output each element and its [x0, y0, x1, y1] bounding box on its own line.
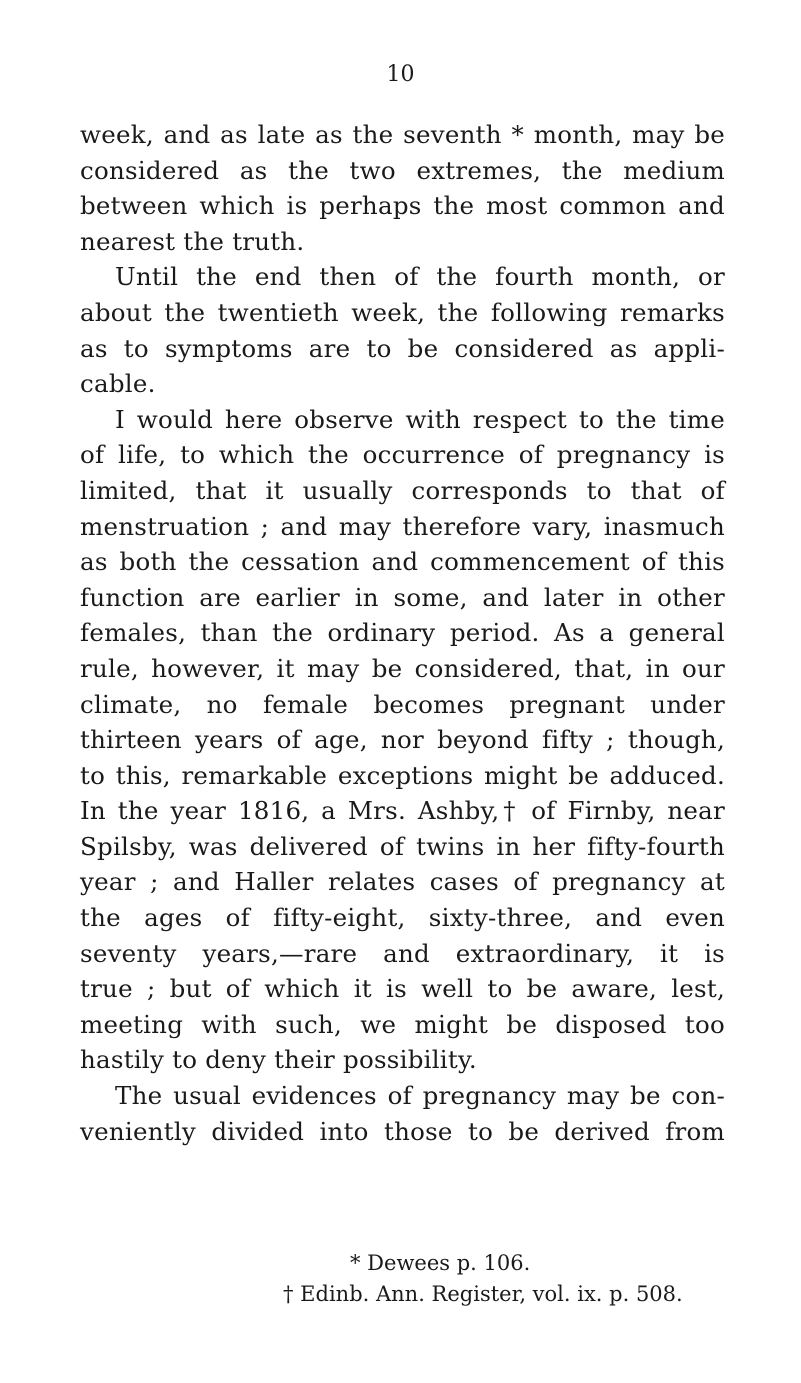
text-line: cable. — [80, 369, 156, 399]
text-line: Until the end then of the fourth month, or — [115, 262, 725, 292]
text-line: hastily to deny their possibility. — [80, 1045, 477, 1075]
footnotes — [0, 1248, 801, 1310]
text-line: meeting with such, we might be disposed too — [80, 1009, 725, 1039]
footnote-dewees: * Dewees p. 106. — [350, 1251, 531, 1275]
text-line: females, than the ordinary period. As a general — [80, 618, 725, 648]
text-line: the ages of fifty-eight, sixty-three, and even — [80, 903, 725, 933]
text-line: as to symptoms are to be considered as appli- — [80, 333, 725, 363]
text-line: seventy years,—rare and extraordinary, it is — [80, 938, 725, 968]
text-line: about the twentieth week, the following remarks — [80, 297, 725, 327]
text-line: year ; and Haller relates cases of pregnancy at — [80, 867, 725, 897]
text-line: veniently divided into those to be derived from — [80, 1116, 725, 1146]
text-line: rule, however, it may be considered, that, in our — [80, 653, 725, 683]
text-line: The usual evidences of pregnancy may be con- — [115, 1081, 725, 1111]
text-line: week, and as late as the seventh * month, may be — [80, 120, 725, 149]
footnote-edinb-register: † Edinb. Ann. Register, vol. ix. p. 508. — [283, 1282, 683, 1306]
text-line: climate, no female becomes pregnant under — [80, 689, 725, 719]
text-line: limited, that it usually corresponds to that of — [80, 475, 725, 505]
text-line: nearest the truth. — [80, 226, 305, 256]
text-line: Spilsby, was delivered of twins in her fifty-fourth — [80, 831, 725, 861]
text-line: true ; but of which it is well to be aware, lest, — [80, 974, 725, 1004]
body-text — [80, 117, 725, 1149]
text-line: thirteen years of age, nor beyond fifty ; though, — [80, 725, 725, 755]
text-line: of life, to which the occurrence of pregnancy is — [80, 440, 725, 470]
text-line: I would here observe with respect to the time — [115, 404, 725, 434]
text-line: to this, remarkable exceptions might be adduced. — [80, 760, 725, 790]
text-line: menstruation ; and may therefore vary, inasmuch — [80, 511, 725, 541]
text-line: considered as the two extremes, the medium — [80, 155, 725, 185]
text-line: between which is perhaps the most common and — [80, 191, 725, 221]
text-line: In the year 1816, a Mrs. Ashby,† of Firnby, near — [80, 796, 725, 826]
text-line: function are earlier in some, and later in other — [80, 582, 725, 612]
page-number: 10 — [386, 62, 415, 87]
text-line: as both the cessation and commencement of this — [80, 547, 725, 577]
